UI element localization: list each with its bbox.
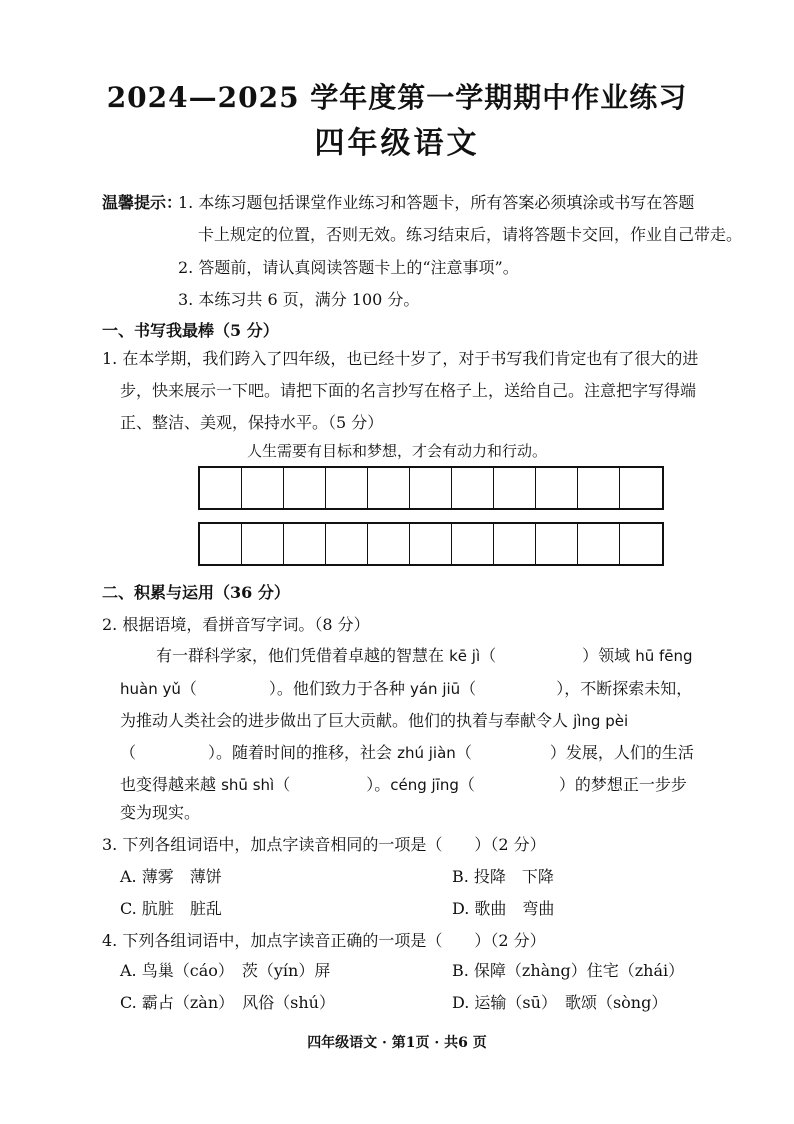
grid-cell[interactable] [452,524,494,564]
question-4-title: 4. 下列各组词语中，加点字读音正确的一项是（ ）（2 分） [102,931,546,950]
writing-grid-row-1[interactable] [198,466,664,510]
grid-cell[interactable] [242,468,284,508]
passage-text: ）。 [366,775,391,794]
question-3-option-d[interactable]: D. 歌曲 弯曲 [452,899,555,918]
passage-text: （ [180,679,197,698]
grid-cell[interactable] [284,468,326,508]
grid-cell[interactable] [368,468,410,508]
grid-cell[interactable] [284,524,326,564]
exam-subject: 四年级语文 [314,126,480,161]
passage-text: ），不断探索未知， [556,679,693,698]
pinyin-keji: kē jì [449,647,481,665]
grid-cell[interactable] [200,524,242,564]
passage-text: ）。随着时间的推移，社会 [208,743,398,762]
question-4-option-c[interactable]: C. 霸占（zàn） 风俗（shú） [120,993,335,1012]
question-2-title: 2. 根据语境，看拼音写字词。（8 分） [102,615,370,634]
passage-line-6: 变为现实。 [120,803,201,822]
grid-cell[interactable] [620,524,662,564]
section-1-heading: 一、书写我最棒（5 分） [102,321,279,340]
pinyin-hufeng: hū fēng [635,647,693,665]
grid-cell[interactable] [326,524,368,564]
exam-title: 2024—2025 学年度第一学期期中作业练习 [106,81,688,114]
grid-cell[interactable] [410,524,452,564]
notice-label: 温馨提示： [102,193,183,212]
pinyin-cengjing: céng jīng [390,776,459,794]
question-4-option-b[interactable]: B. 保障（zhàng）住宅（zhái） [452,961,685,980]
notice-item-3: 3. 本练习共 6 页，满分 100 分。 [178,290,420,309]
grid-cell[interactable] [452,468,494,508]
question-3-option-a[interactable]: A. 薄雾 薄饼 [120,867,222,886]
passage-text: （ [455,743,472,762]
passage-text: 为推动人类社会的进步做出了巨大贡献。他们的执着与奉献令人 [120,711,574,730]
passage-line-3 [120,708,628,731]
passage-line-2 [120,676,692,699]
passage-line-4 [120,740,694,763]
question-3-option-b[interactable]: B. 投降 下降 [452,867,554,886]
passage-text: （ [120,743,137,762]
writing-grid-row-2[interactable] [198,522,664,566]
passage-text: ）的梦想正一步步 [558,775,687,794]
passage-text: ）领域 [582,646,636,665]
grid-cell[interactable] [200,468,242,508]
passage-text: 有一群科学家，他们凭借着卓越的智慧在 [156,646,450,665]
passage-line-5 [120,772,687,795]
pinyin-yanjiu: yán jiū [409,680,461,698]
grid-cell[interactable] [326,468,368,508]
grid-cell[interactable] [242,524,284,564]
section-2-heading: 二、积累与运用（36 分） [102,583,290,602]
grid-cell[interactable] [410,468,452,508]
motto-text: 人生需要有目标和梦想，才会有动力和行动。 [246,442,547,460]
grid-cell[interactable] [368,524,410,564]
passage-text: （ [460,679,477,698]
passage-text: （ [458,775,475,794]
question-1-line-2: 步，快来展示一下吧。请把下面的名言抄写在格子上，送给自己。注意把字写得端 [120,381,697,400]
pinyin-jingpei: jìng pèi [573,712,629,730]
question-1-line-3: 正、整洁、美观，保持水平。（5 分） [120,413,384,432]
passage-text: ）发展，人们的生活 [549,743,694,762]
question-3-option-c[interactable]: C. 肮脏 脏乱 [120,899,222,918]
grid-cell[interactable] [578,468,620,508]
question-4-option-d[interactable]: D. 运输（sū） 歌颂（sòng） [452,993,668,1012]
notice-item-2: 2. 答题前，请认真阅读答题卡上的“注意事项”。 [178,258,519,277]
grid-cell[interactable] [578,524,620,564]
passage-text: ）。他们致力于各种 [268,679,410,698]
passage-text: 也变得越来越 [120,775,222,794]
grid-cell[interactable] [620,468,662,508]
notice-item-1: 1. 本练习题包括课堂作业练习和答题卡，所有答案必须填涂或书写在答题 [178,193,695,212]
passage-text: （ [480,646,497,665]
pinyin-huanyu: huàn yǔ [120,680,181,698]
page-footer: 四年级语文 · 第1页 · 共6 页 [307,1035,487,1051]
question-1-line-1: 1. 在本学期，我们跨入了四年级，也已经十岁了，对于书写我们肯定也有了很大的进 [102,349,699,368]
question-4-option-a[interactable]: A. 鸟巢（cáo） 茨（yín）屏 [120,961,331,980]
pinyin-zhujian: zhú jiàn [397,744,456,762]
grid-cell[interactable] [536,524,578,564]
question-3-title: 3. 下列各组词语中，加点字读音相同的一项是（ ）（2 分） [102,835,546,854]
passage-line-1 [156,643,693,666]
grid-cell[interactable] [494,468,536,508]
passage-text: （ [274,775,291,794]
pinyin-shushi: shū shì [221,776,275,794]
notice-item-1-cont: 卡上规定的位置，否则无效。练习结束后，请将答题卡交回，作业自己带走。 [198,225,743,244]
grid-cell[interactable] [494,524,536,564]
grid-cell[interactable] [536,468,578,508]
